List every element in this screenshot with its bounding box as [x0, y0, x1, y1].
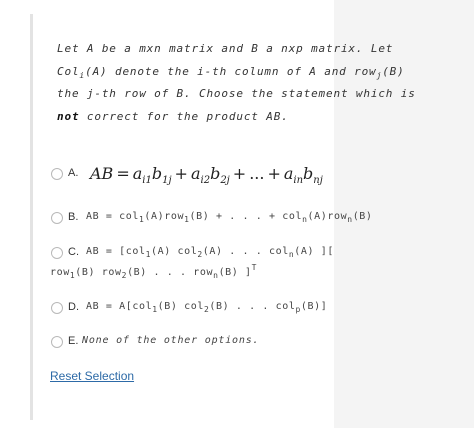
- oc-l1s2: 2: [197, 250, 203, 259]
- option-c-radio[interactable]: [51, 247, 63, 259]
- option-a-formula[interactable]: [90, 164, 323, 186]
- option-a-letter[interactable]: A.: [68, 167, 79, 179]
- ob-s2: 1: [184, 215, 190, 224]
- fa-plus1: +: [174, 164, 188, 183]
- option-b-letter[interactable]: B.: [68, 211, 79, 223]
- od-p4: (B)]: [300, 301, 328, 312]
- ob-p3: (B) + . . . + col: [189, 211, 303, 222]
- ob-p5: (B): [352, 211, 373, 222]
- option-c-letter[interactable]: C.: [68, 246, 79, 258]
- q-col: Col: [57, 64, 80, 78]
- option-a-radio[interactable]: [51, 168, 63, 180]
- fa-t3b: b: [303, 164, 314, 183]
- od-p1: AB = A[col: [86, 301, 153, 312]
- ob-p1: AB = col: [86, 211, 139, 222]
- oc-l1s1: 1: [145, 250, 152, 259]
- oc-l1d: (A) ][: [294, 246, 335, 257]
- option-c-line-2[interactable]: [50, 263, 258, 280]
- q-line2-mid: (A) denote the i-th column of A and row: [85, 64, 377, 78]
- oc-l2b: (B) row: [75, 267, 122, 278]
- oc-l1a: AB = [col: [86, 246, 146, 257]
- fa-t2s: i2: [200, 175, 211, 186]
- fa-t2b: b: [210, 164, 221, 183]
- fa-t1: a: [132, 164, 143, 183]
- fa-t1b: b: [151, 164, 163, 183]
- oc-l1s3: n: [288, 250, 295, 259]
- option-b-text[interactable]: [86, 211, 373, 222]
- od-s2: 2: [203, 305, 210, 314]
- ob-p4: (A)row: [307, 211, 348, 222]
- option-e-letter[interactable]: E.: [68, 335, 79, 347]
- question-line-4: correct for the product AB.: [86, 109, 289, 123]
- oc-l2sup: T: [251, 263, 258, 272]
- oc-l1c: (A) . . . col: [202, 246, 289, 257]
- fa-t3s: in: [293, 175, 304, 186]
- option-d-text[interactable]: [86, 301, 327, 312]
- oc-l2s3: n: [213, 271, 219, 280]
- fa-t1bs: 1j: [162, 175, 172, 186]
- fa-eq: =: [116, 164, 130, 183]
- option-d-radio[interactable]: [51, 302, 63, 314]
- reset-selection-link[interactable]: Reset Selection: [50, 369, 135, 383]
- q-sub-i: i: [79, 70, 86, 80]
- fa-t3: a: [283, 164, 294, 183]
- fa-dots: ...: [249, 164, 265, 183]
- oc-l2a: row: [50, 267, 70, 278]
- ob-s4: n: [347, 215, 353, 224]
- fa-lhs: AB: [90, 164, 114, 183]
- fa-plus3: +: [267, 164, 281, 183]
- ob-p2: (A)row: [144, 211, 185, 222]
- oc-l2c: (B) . . . row: [127, 267, 214, 278]
- oc-l2s2: 2: [121, 271, 128, 280]
- fa-t2bs: 2j: [220, 175, 230, 186]
- oc-l1b: (A) col: [151, 246, 198, 257]
- od-s3: p: [295, 305, 301, 314]
- question-not-emphasis: not: [57, 109, 80, 123]
- question-line-1: Let A be a mxn matrix and B a nxp matrix. Let: [57, 42, 394, 55]
- ob-s3: n: [302, 215, 308, 224]
- option-b-radio[interactable]: [51, 212, 63, 224]
- oc-l2s1: 1: [69, 271, 76, 280]
- fa-plus2: +: [232, 164, 247, 183]
- od-p2: (B) col: [157, 301, 204, 312]
- ob-s1: 1: [138, 215, 145, 224]
- q-sub-j: j: [376, 70, 383, 80]
- option-c-line-1[interactable]: [86, 246, 334, 257]
- option-d-letter[interactable]: D.: [68, 301, 79, 313]
- fa-t3bs: nj: [313, 175, 323, 186]
- fa-t1s: i1: [142, 175, 152, 186]
- option-e-text[interactable]: None of the other options.: [82, 335, 260, 346]
- od-p3: (B) . . . col: [209, 301, 296, 312]
- oc-l2d: (B) ]: [218, 267, 252, 278]
- question-line-3: the j-th row of B. Choose the statement which is: [57, 87, 416, 100]
- fa-t2: a: [190, 164, 201, 183]
- od-s1: 1: [152, 305, 158, 314]
- q-line2-end: (B): [382, 64, 405, 78]
- option-e-radio[interactable]: [51, 336, 63, 348]
- question-text: [57, 38, 452, 128]
